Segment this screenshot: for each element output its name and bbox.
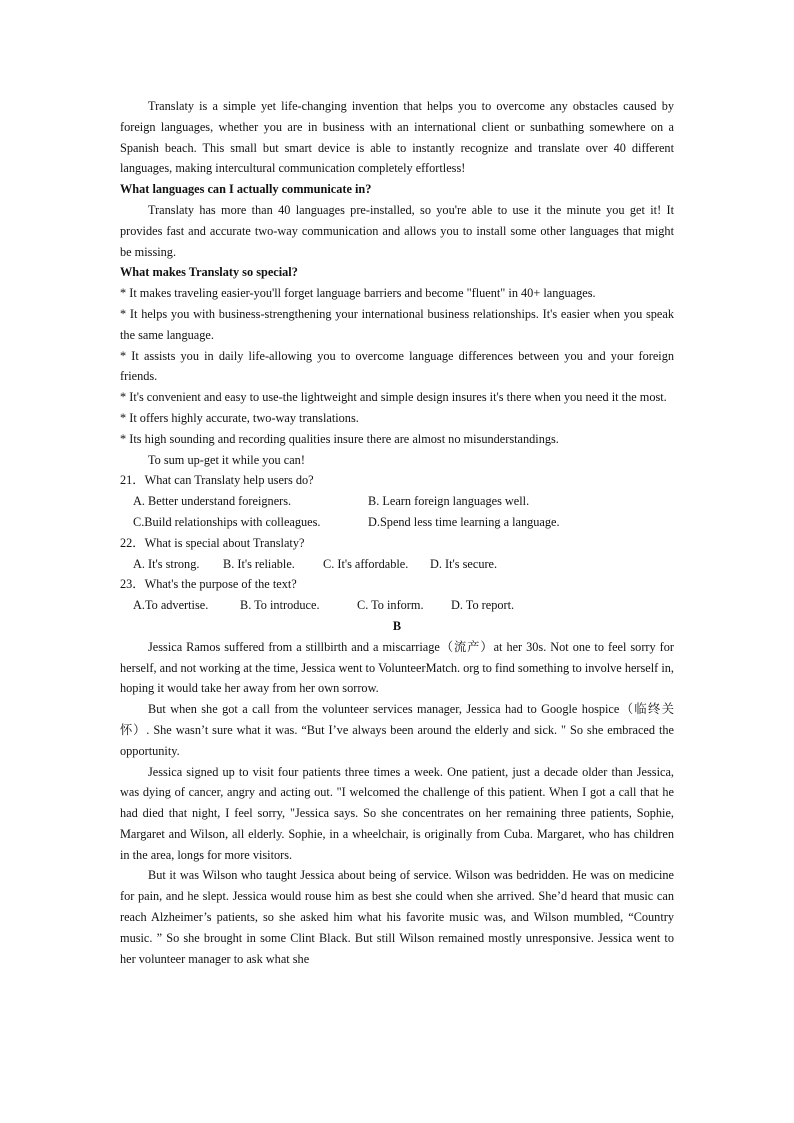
option-a: A.To advertise. [133, 598, 209, 613]
option-a: A. It's strong. [133, 556, 200, 571]
bullet-item: * It makes traveling easier-you'll forget language barriers and become "fluent" in 40+ languages. [120, 286, 596, 301]
passage-paragraph: Jessica signed up to visit four patients three times a week. One patient, just a decade older than Jessica, was dying of cancer, angry and acting out. "I welcomed the challenge of this patient. When I got a call that he had died that night, I feel sorry, "Jessica says. So she concentrates on her remaining three patients, Sophie, Margaret and Wilson, all elderly. Sophie, in a wheelchair, is originally from Cuba. Margaret, who has children in the area, longs for more visitors. [120, 764, 674, 862]
bullet-item: * It's convenient and easy to use-the lightweight and simple design insures it's there when you need it the most. [120, 390, 667, 405]
options-row [120, 491, 674, 512]
closing-line: To sum up-get it while you can! [148, 452, 305, 467]
section-b-label: B [392, 618, 402, 633]
passage-paragraph: Jessica Ramos suffered from a stillbirth and a miscarriage（流产）at her 30s. Not one to feel sorry for herself, and not working at the time, Jessica went to VolunteerMatch. org to find something to involve herself in, hoping it would take her away from her own sorrow. [120, 639, 674, 696]
option-d: D.Spend less time learning a language. [368, 514, 560, 529]
question-21: 21．What can Translaty help users do? [120, 473, 314, 488]
option-d: D. It's secure. [430, 556, 498, 571]
option-b: B. It's reliable. [223, 556, 295, 571]
option-c: C.Build relationships with colleagues. [133, 514, 321, 529]
option-a: A. Better understand foreigners. [133, 494, 292, 509]
heading-special: What makes Translaty so special? [120, 265, 298, 280]
question-22: 22．What is special about Translaty? [120, 535, 305, 550]
document-page [120, 96, 674, 969]
bullet-item: * It assists you in daily life-allowing you to overcome language differences between you and your foreign friends. [120, 348, 674, 384]
bullet-item: * Its high sounding and recording qualities insure there are almost no misunderstandings. [120, 431, 559, 446]
options-row [120, 554, 674, 575]
option-b: B. To introduce. [240, 598, 320, 613]
option-c: C. It's affordable. [323, 556, 409, 571]
bullet-item: * It helps you with business-strengthening your international business relationships. It's easier when you speak the same language. [120, 306, 674, 342]
question-23: 23．What's the purpose of the text? [120, 577, 297, 592]
passage-paragraph: But when she got a call from the volunteer services manager, Jessica had to Google hospice（临终关怀）. She wasn’t sure what it was. “But I’ve always been around the elderly and sick. " So she embraced the opportunity. [120, 702, 674, 758]
options-row [120, 595, 674, 616]
intro-paragraph: Translaty is a simple yet life-changing invention that helps you to overcome any obstacles caused by foreign languages, whether you are in business with an international client or sunbathing somewhere on a Spanish beach. This small but smart device is able to instantly recognize and translate over 40 different languages, making intercultural communication completely effortless! [120, 99, 674, 176]
options-row [120, 512, 674, 533]
bullet-item: * It offers highly accurate, two-way translations. [120, 410, 359, 425]
option-d: D. To report. [451, 598, 515, 613]
languages-paragraph: Translaty has more than 40 languages pre-installed, so you're able to use it the minute you get it! It provides fast and accurate two-way communication and allows you to install some other languages that might be missing. [120, 202, 674, 259]
option-b: B. Learn foreign languages well. [368, 494, 530, 509]
heading-languages: What languages can I actually communicate in? [120, 182, 372, 197]
passage-paragraph: But it was Wilson who taught Jessica about being of service. Wilson was bedridden. He was on medicine for pain, and he slept. Jessica would rouse him as best she could when she arrived. She’d heard that music can reach Alzheimer’s patients, so she asked him what his favorite music was, and Wilson mumbled, “Country music. ” So she brought in some Clint Black. But still Wilson remained mostly unresponsive. Jessica went to her volunteer manager to ask what she [120, 868, 674, 966]
option-c: C. To inform. [357, 598, 424, 613]
